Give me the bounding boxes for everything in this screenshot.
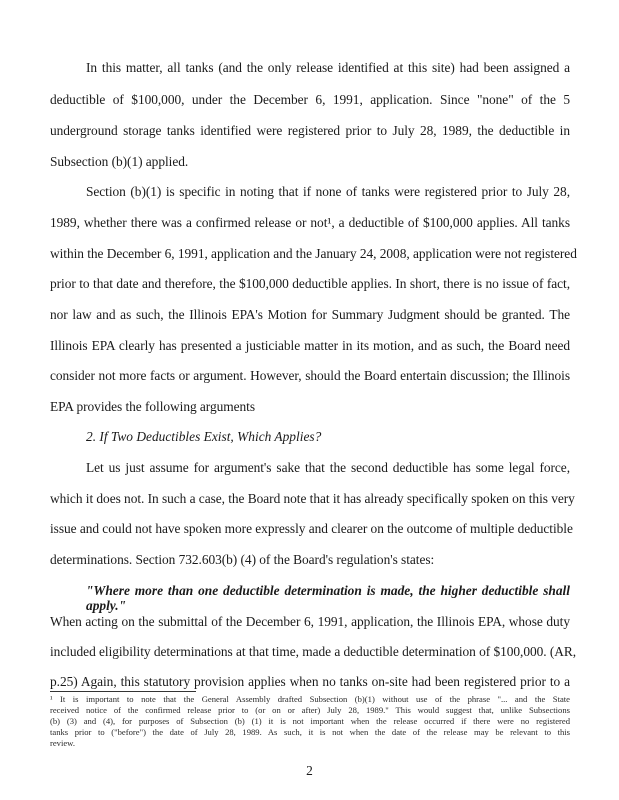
- body-text-line: consider not more facts or argument. However, should the Board entertain discussion; the Illinois: [50, 368, 570, 383]
- body-text-line: EPA provides the following arguments: [50, 399, 256, 414]
- footnote-line: ¹ It is important to note that the General Assembly drafted Subsection (b)(1) without use of the phrase "... and the State: [50, 694, 570, 704]
- body-text-line: which it does not. In such a case, the Board note that it has already specifically spoken on this very: [50, 491, 575, 506]
- footnote-separator: [50, 691, 196, 692]
- body-text-line: 1989, whether there was a confirmed release or not¹, a deductible of $100,000 applies. All tanks: [50, 215, 570, 230]
- page-number: 2: [306, 763, 313, 778]
- body-text-line: prior to that date and therefore, the $100,000 deductible applies. In short, there is no issue of fact,: [50, 276, 570, 291]
- body-text-line: In this matter, all tanks (and the only release identified at this site) had been assigned a: [86, 60, 570, 75]
- section-heading: 2. If Two Deductibles Exist, Which Applies?: [86, 429, 322, 444]
- body-text-line: nor law and as such, the Illinois EPA's Motion for Summary Judgment should be granted. The: [50, 307, 570, 322]
- body-text-line: Subsection (b)(1) applied.: [50, 154, 189, 169]
- body-text-line: issue and could not have spoken more expressly and clearer on the outcome of multiple deductible: [50, 521, 573, 536]
- body-text-line: p.25) Again, this statutory provision applies when no tanks on-site had been registered prior to a: [50, 674, 570, 689]
- body-text-line: Let us just assume for argument's sake that the second deductible has some legal force,: [86, 460, 570, 475]
- body-text-line: determinations. Section 732.603(b) (4) of the Board's regulation's states:: [50, 552, 435, 567]
- body-text-line: Illinois EPA clearly has presented a justiciable matter in its motion, and as such, the Board need: [50, 338, 570, 353]
- body-text-line: Section (b)(1) is specific in noting that if none of tanks were registered prior to July 28,: [86, 184, 570, 199]
- body-text-line: within the December 6, 1991, application and the January 24, 2008, application were not registered: [50, 246, 577, 261]
- footnote-line: (b) (3) and (4), for purposes of Subsection (b) (1) it is not important when the release occurred if there were no registered: [50, 716, 570, 726]
- footnote-line: review.: [50, 738, 75, 748]
- footnote-line: received notice of the confirmed release prior to (or on or after) July 28, 1989." This would suggest that, unlike Subsections: [50, 705, 570, 715]
- body-text-line: included eligibility determinations at that time, made a deductible determination of $100,000. (AR,: [50, 644, 577, 659]
- body-text-line: When acting on the submittal of the December 6, 1991, application, the Illinois EPA, whose duty: [50, 614, 570, 629]
- body-text-line: underground storage tanks identified were registered prior to July 28, 1989, the deductible in: [50, 123, 570, 138]
- block-quote-line: "Where more than one deductible determination is made, the higher deductible shall: [86, 583, 570, 598]
- footnote-line: tanks prior to ("before") the date of July 28, 1989. As such, it is not when the date of the release may be relevant to this: [50, 727, 570, 737]
- block-quote-line: apply.": [86, 598, 127, 613]
- body-text-line: deductible of $100,000, under the December 6, 1991, application. Since "none" of the 5: [50, 92, 570, 107]
